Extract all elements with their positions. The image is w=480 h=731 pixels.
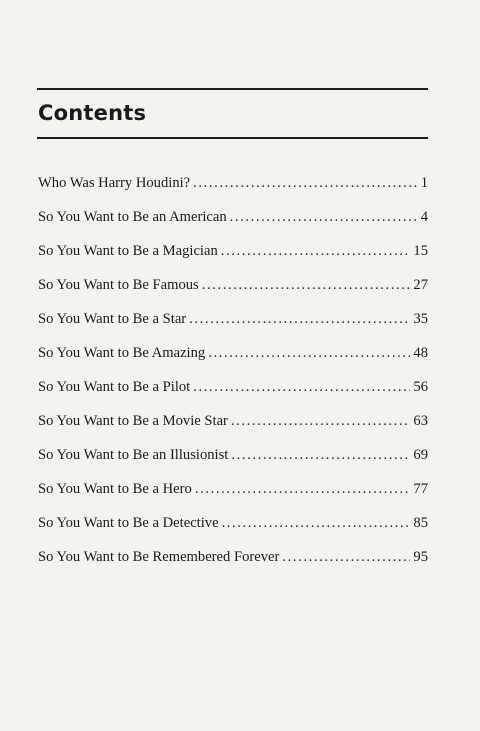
toc-entry-page: 4: [420, 209, 428, 225]
toc-entry-page: 77: [413, 481, 428, 497]
toc-entry-page: 95: [413, 549, 428, 565]
toc-leader-dots: [231, 438, 410, 472]
toc-leader-dots: [230, 200, 418, 234]
toc-entry: [38, 472, 428, 506]
toc-entry-page: 69: [413, 447, 428, 463]
toc-entry: [38, 234, 428, 268]
heading-underline-rule: [37, 137, 428, 139]
toc-entry: [38, 370, 428, 404]
toc-entry-title: So You Want to Be Famous: [38, 277, 199, 293]
toc-entry: [38, 438, 428, 472]
toc-entry-title: So You Want to Be a Magician: [38, 243, 218, 259]
toc-leader-dots: [193, 166, 418, 200]
toc-entry-title: So You Want to Be an American: [38, 209, 227, 225]
toc-leader-dots: [222, 506, 411, 540]
toc-leader-dots: [195, 472, 411, 506]
table-of-contents: [38, 166, 428, 574]
toc-entry-title: So You Want to Be a Detective: [38, 515, 219, 531]
toc-entry: [38, 200, 428, 234]
toc-entry-page: 1: [420, 175, 428, 191]
toc-entry: [38, 268, 428, 302]
toc-entry: [38, 404, 428, 438]
toc-entry-page: 48: [413, 345, 428, 361]
toc-leader-dots: [202, 268, 411, 302]
toc-entry-page: 63: [413, 413, 428, 429]
toc-leader-dots: [208, 336, 410, 370]
toc-entry-page: 85: [413, 515, 428, 531]
toc-entry-page: 27: [413, 277, 428, 293]
toc-entry-title: So You Want to Be Remembered Forever: [38, 549, 280, 565]
toc-entry: [38, 302, 428, 336]
top-rule: [37, 88, 428, 90]
toc-leader-dots: [231, 404, 411, 438]
contents-heading: Contents: [38, 101, 147, 125]
toc-entry-title: So You Want to Be Amazing: [38, 345, 206, 361]
toc-entry: [38, 166, 428, 200]
toc-entry-title: So You Want to Be a Star: [38, 311, 187, 327]
toc-leader-dots: [221, 234, 411, 268]
toc-entry-title: So You Want to Be a Pilot: [38, 379, 191, 395]
toc-leader-dots: [193, 370, 410, 404]
toc-entry-page: 56: [413, 379, 428, 395]
toc-entry-title: So You Want to Be a Movie Star: [38, 413, 228, 429]
toc-entry: [38, 506, 428, 540]
toc-entry: [38, 540, 428, 574]
toc-leader-dots: [189, 302, 410, 336]
toc-entry-title: So You Want to Be an Illusionist: [38, 447, 229, 463]
toc-entry-title: So You Want to Be a Hero: [38, 481, 192, 497]
toc-entry-page: 35: [413, 311, 428, 327]
toc-entry: [38, 336, 428, 370]
toc-leader-dots: [282, 540, 410, 574]
toc-entry-page: 15: [413, 243, 428, 259]
toc-entry-title: Who Was Harry Houdini?: [38, 175, 191, 191]
